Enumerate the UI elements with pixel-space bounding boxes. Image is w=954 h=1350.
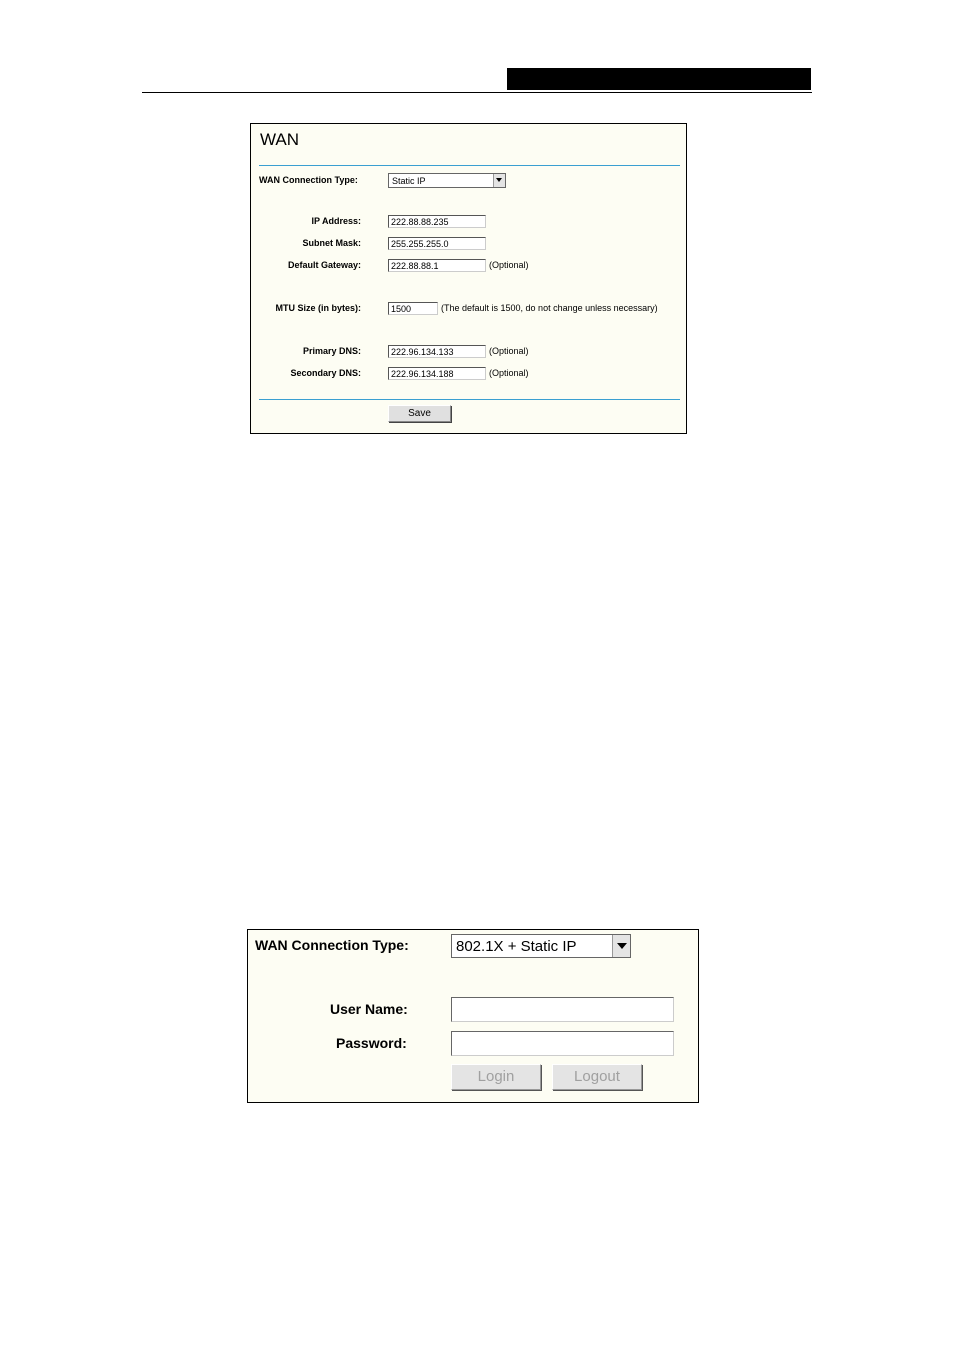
password-input[interactable] <box>451 1031 674 1056</box>
page-header-rule <box>142 92 812 93</box>
mtu-size-input[interactable]: 1500 <box>388 302 438 315</box>
dot1x-auth-panel <box>247 929 699 1103</box>
wan-connection-type-label: WAN Connection Type: <box>255 937 409 953</box>
secondary-dns-hint: (Optional) <box>489 368 529 378</box>
mtu-size-hint: (The default is 1500, do not change unless necessary) <box>441 303 658 313</box>
primary-dns-input[interactable]: 222.96.134.133 <box>388 345 486 358</box>
wan-connection-type-label: WAN Connection Type: <box>259 175 358 185</box>
page-header-bar <box>507 68 811 90</box>
ip-address-input[interactable]: 222.88.88.235 <box>388 215 486 228</box>
subnet-mask-label: Subnet Mask: <box>302 238 361 248</box>
top-divider <box>259 165 680 166</box>
ip-address-label: IP Address: <box>311 216 361 226</box>
username-label: User Name: <box>330 1001 408 1017</box>
default-gateway-label: Default Gateway: <box>287 260 361 270</box>
password-label: Password: <box>336 1035 407 1051</box>
primary-dns-hint: (Optional) <box>489 346 529 356</box>
wan-connection-type-select[interactable] <box>388 173 506 188</box>
default-gateway-hint: (Optional) <box>489 260 529 270</box>
wan-connection-type-value: Static IP <box>392 176 426 186</box>
logout-button[interactable]: Logout <box>552 1064 642 1090</box>
mtu-size-label: MTU Size (in bytes): <box>275 303 361 313</box>
subnet-mask-input[interactable]: 255.255.255.0 <box>388 237 486 250</box>
save-button[interactable]: Save <box>388 405 451 422</box>
primary-dns-label: Primary DNS: <box>302 346 361 356</box>
wan-connection-type-value: 802.1X + Static IP <box>456 938 577 955</box>
bottom-divider <box>259 399 680 400</box>
default-gateway-input[interactable]: 222.88.88.1 <box>388 259 486 272</box>
panel-title: WAN <box>260 130 300 149</box>
wan-settings-panel <box>250 123 687 434</box>
secondary-dns-label: Secondary DNS: <box>290 368 361 378</box>
username-input[interactable] <box>451 997 674 1022</box>
chevron-down-icon[interactable] <box>493 174 505 187</box>
chevron-down-icon[interactable] <box>612 935 630 957</box>
wan-connection-type-select[interactable] <box>451 934 631 958</box>
secondary-dns-input[interactable]: 222.96.134.188 <box>388 367 486 380</box>
login-button[interactable]: Login <box>451 1064 541 1090</box>
